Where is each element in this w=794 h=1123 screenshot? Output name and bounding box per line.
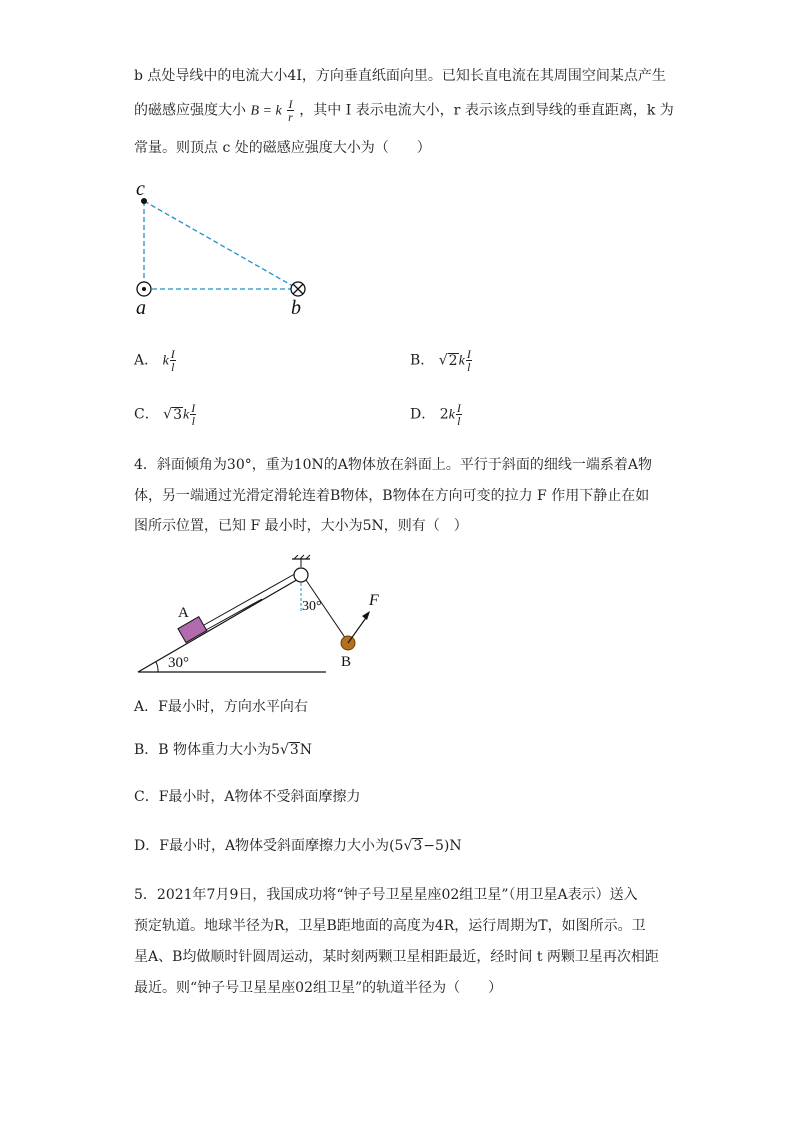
q3-line2-post: ，其中 I 表示电流大小，r 表示该点到导线的垂直距离，k 为 [299, 102, 674, 119]
q3-option-b[interactable]: B． √2k $\frac{I}{l}$ [410, 347, 471, 374]
q5-text-line2: 预定轨道。地球半径为R，卫星B距地面的高度为4R，运行周期为T，如图所示。卫 [134, 918, 646, 934]
q5-text-line1: 5．2021年7月9日，我国成功将“钟子号卫星星座02组卫星”（用卫星A表示）送入 [134, 887, 638, 903]
q3-text-line3: 常量。则顶点 c 处的磁感应强度大小为（ ） [134, 140, 431, 156]
q3-dashed-cb [144, 201, 298, 289]
q4-angle-incline: 30° [168, 655, 189, 671]
q3-label-c: c [136, 178, 145, 200]
q4-text-line2: 体，另一端通过光滑定滑轮连着B物体，B物体在方向可变的拉力 F 作用下静止在如 [134, 488, 650, 504]
q4-rope-a [204, 571, 300, 625]
q4-force-arrow [348, 615, 368, 643]
q4-option-c[interactable]: C．F最小时，A物体不受斜面摩擦力 [134, 789, 361, 805]
q3-label-b: b [291, 297, 301, 319]
q3-formula-fraction [287, 98, 294, 123]
q4-label-a: A [178, 605, 189, 621]
q3-formula-num: I [288, 97, 293, 111]
q4-label-b: B [341, 654, 352, 670]
q4-angle-rope: 30° [302, 599, 322, 614]
q3-text-line2 [134, 98, 674, 123]
q5-text-line4: 最近。则“钟子号卫星星座02组卫星”的轨道半径为（ ） [134, 980, 503, 996]
q3-option-d[interactable]: D． 2k $\frac{I}{l}$ [410, 401, 461, 428]
q4-option-a[interactable]: A．F最小时，方向水平向右 [134, 699, 308, 715]
q3-label-a: a [136, 297, 146, 319]
q3-formula-den: r [288, 110, 293, 124]
q5-text-line3: 星A、B均做顺时针圆周运动，某时刻两颗卫星相距最近，经时间 t 两颗卫星再次相距 [134, 949, 659, 965]
q3-triangle-diagram [130, 178, 330, 328]
q3-text-line1: b 点处导线中的电流大小4I，方向垂直纸面向里。已知长直电流在其周围空间某点产生 [134, 68, 666, 84]
q3-option-c[interactable]: C． √3k $\frac{I}{l}$ [134, 401, 196, 428]
q4-option-d[interactable]: D．F最小时，A物体受斜面摩擦力大小为(5√3−5)N [134, 838, 462, 854]
q4-option-b[interactable]: B．B 物体重力大小为5√3N [134, 742, 313, 758]
q4-label-f: F [369, 592, 379, 609]
q3-formula-lhs: B = k [250, 103, 282, 119]
q4-text-line1: 4．斜面倾角为30°，重为10N的A物体放在斜面上。平行于斜面的细线一端系着A物 [134, 457, 653, 473]
q4-incline-diagram [134, 555, 394, 685]
q4-pulley-icon [294, 568, 308, 582]
q4-incline-surface [138, 578, 300, 672]
q3-option-a[interactable]: A． k $\frac{I}{l}$ [134, 347, 175, 374]
q3-line2-pre: 的磁感应强度大小 [134, 102, 246, 119]
q4-text-line3: 图所示位置，已知 F 最小时，大小为5N，则有（ ） [134, 518, 468, 534]
